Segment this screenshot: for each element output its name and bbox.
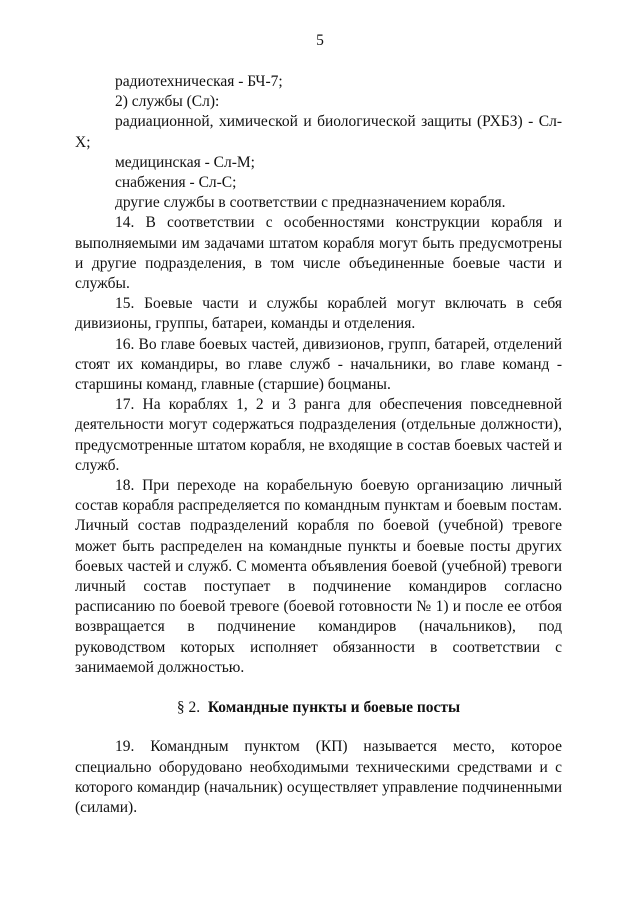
section-title: Командные пункты и боевые посты [207,699,461,717]
paragraph-18: 18. При переходе на корабельную боевую организацию личный состав корабля распределяется по командным пунктам и боевым постам. Личный состав подразделений корабля по боевой (учебной) тревоге может быть распределен на командные пункты и боевые посты других боевых частей и служб. С момента объявления боевой (учебной) тревоги личный состав поступает в подчинение командиров согласно расписанию по боевой тревоге (боевой готовности № 1) и после ее отбоя возвращается в подчинение командиров (начальников), под руководством которых исполняет обязанности в соответствии с занимаемой должностью. [75,477,562,676]
list-item-medical: медицинская - Сл-М; [115,153,255,171]
paragraph-14: 14. В соответствии с особенностями конструкции корабля и выполняемыми им задачами штатом корабля могут быть предусмотрены и другие подразделения, в том числе объединенные боевые части и службы. [75,214,562,293]
list-item-other-services: другие службы в соответствии с предназначением корабля. [115,194,506,212]
document-body [75,72,562,818]
paragraph-16: 16. Во главе боевых частей, дивизионов, групп, батарей, отделений стоят их командиры, во главе служб - начальники, во главе команд - старшины команд, главные (старшие) боцманы. [75,335,562,394]
list-heading-services: 2) службы (Сл): [115,93,220,111]
paragraph-15: 15. Боевые части и службы кораблей могут включать в себя дивизионы, группы, батареи, команды и отделения. [75,295,562,333]
paragraph-19: 19. Командным пунктом (КП) называется место, которое специально оборудовано необходимыми техническими средствами и с которого командир (начальник) осуществляет управление подчиненными (силами). [75,738,562,816]
section-heading [75,698,562,718]
section-number: § 2. [176,699,201,717]
list-item-supply: снабжения - Сл-С; [115,174,237,192]
paragraph-17: 17. На кораблях 1, 2 и 3 ранга для обеспечения повседневной деятельности могут содержаться подразделения (отдельные должности), предусмотренные штатом корабля, не входящие в состав боевых частей и служб. [75,396,562,474]
list-item-radio: радиотехническая - БЧ-7; [115,73,283,90]
list-item-rkhbz: радиационной, химической и биологической защиты (РХБЗ) - Сл-Х; [75,113,562,151]
page-number: 5 [316,32,324,49]
